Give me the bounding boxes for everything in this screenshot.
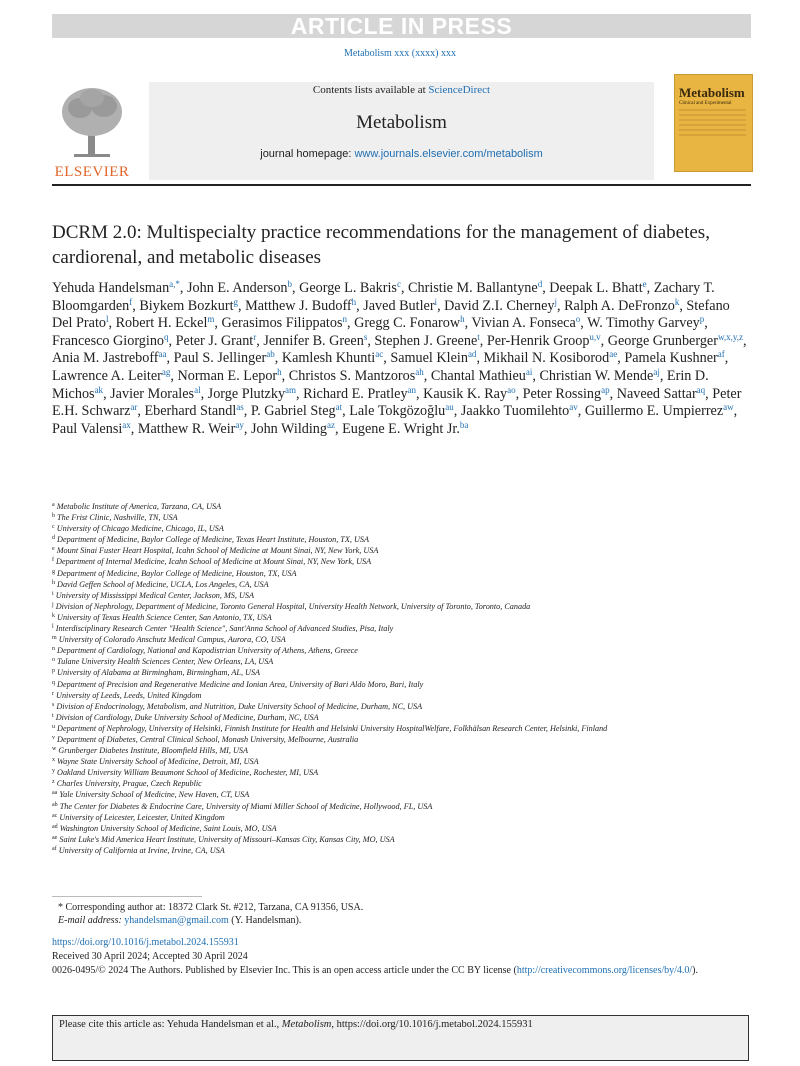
affiliation-item xyxy=(52,823,762,834)
author-entry xyxy=(52,280,180,296)
affiliation-marker: j xyxy=(52,601,54,608)
article-dates: Received 30 April 2024; Accepted 30 April 2024 xyxy=(52,951,248,962)
author-entry xyxy=(487,333,601,349)
affiliation-marker: af xyxy=(52,845,57,852)
affiliation-item xyxy=(52,667,762,678)
author-affiliation-marker[interactable]: ba xyxy=(459,419,469,430)
author-affiliation-marker[interactable]: af xyxy=(717,349,725,360)
affiliation-marker: k xyxy=(52,612,55,619)
affiliation-item xyxy=(52,756,762,767)
affiliation-marker: g xyxy=(52,568,55,575)
affiliation-text: David Geffen School of Medicine, UCLA, Los Angeles, CA, USA xyxy=(57,579,269,589)
affiliation-marker: v xyxy=(52,734,55,741)
affiliation-text: University of Leicester, Leicester, United Kingdom xyxy=(59,812,225,822)
author-name[interactable]: Ralph A. DeFronzo xyxy=(564,297,675,314)
affiliation-text: Department of Precision and Regenerative Medicine and Ionian Area, University of Bari Aldo Moro, Bari, Italy xyxy=(57,679,424,689)
article-title: DCRM 2.0: Multispecialty practice recommendations for the management of diabetes, cardiorenal, and metabolic diseases xyxy=(52,222,710,268)
author-name[interactable]: Stefano Del Prato xyxy=(52,297,730,332)
author-name[interactable]: Samuel Klein xyxy=(390,350,468,367)
author-entry xyxy=(251,403,342,419)
affiliation-marker: n xyxy=(52,646,55,653)
author-entry xyxy=(585,403,734,419)
author-affiliation-marker[interactable]: ar xyxy=(130,402,138,413)
affiliation-item xyxy=(52,812,762,823)
author-affiliation-marker[interactable]: o xyxy=(575,314,581,325)
author-affiliation-marker[interactable]: au xyxy=(445,402,454,413)
affiliation-text: University of California at Irvine, Irvine, CA, USA xyxy=(58,845,225,855)
affiliation-marker: f xyxy=(52,557,54,564)
author-name[interactable]: Ania M. Jastreboff xyxy=(52,350,159,367)
author-affiliation-marker[interactable]: aq xyxy=(696,384,706,395)
affiliation-text: Department of Nephrology, University of Helsinki, Finnish Institute for Health and Helsinki University HospitalWelfare, Folkhälsan Research Center, Helsinki, Finland xyxy=(57,723,608,733)
citation-box xyxy=(52,1015,749,1061)
affiliation-marker: q xyxy=(52,679,55,686)
affiliation-item xyxy=(52,601,762,612)
author-affiliation-marker[interactable]: b xyxy=(287,279,293,289)
author-name[interactable]: Robert H. Eckel xyxy=(115,315,208,332)
author-entry xyxy=(299,280,401,296)
author-entry xyxy=(444,298,557,314)
author-entry xyxy=(263,333,367,349)
author-entry xyxy=(303,386,416,402)
affiliation-text: University of Colorado Anschutz Medical Campus, Aurora, CO, USA xyxy=(58,635,286,645)
email-suffix: (Y. Handelsman). xyxy=(228,915,302,926)
affiliation-item xyxy=(52,612,762,623)
author-entry xyxy=(539,368,659,384)
author-entry xyxy=(431,368,532,384)
author-entry xyxy=(484,350,618,366)
affiliation-text: Department of Cardiology, National and Kapodistrian University of Athens, Athens, Greece xyxy=(57,646,358,656)
affiliation-marker: ac xyxy=(52,812,58,819)
affiliation-item xyxy=(52,656,762,667)
affiliation-item xyxy=(52,712,762,723)
cite-prefix: Please cite this article as: Yehuda Handelsman et al., xyxy=(59,1019,282,1030)
author-affiliation-marker[interactable]: p xyxy=(699,314,705,325)
author-name[interactable]: George L. Bakris xyxy=(299,280,397,296)
author-affiliation-marker[interactable]: k xyxy=(674,296,680,307)
author-entry xyxy=(176,333,257,349)
author-affiliation-marker[interactable]: d xyxy=(537,279,543,289)
author-affiliation-marker[interactable]: ay xyxy=(235,419,244,430)
affiliation-item xyxy=(52,568,762,579)
affiliation-list xyxy=(52,501,762,856)
affiliation-text: University of Alabama at Birmingham, Birmingham, AL, USA xyxy=(57,668,261,678)
author-name[interactable]: P. Gabriel Steg xyxy=(250,403,336,420)
affiliation-marker: o xyxy=(52,657,55,664)
affiliation-marker: p xyxy=(52,668,55,675)
license-link[interactable]: http://creativecommons.org/licenses/by/4.0/ xyxy=(516,965,693,976)
author-affiliation-marker[interactable]: a,* xyxy=(169,279,180,289)
affiliation-item xyxy=(52,545,762,556)
affiliation-text: Charles University, Prague, Czech Republic xyxy=(56,779,202,789)
author-affiliation-marker[interactable]: aj xyxy=(653,366,660,377)
affiliation-item xyxy=(52,590,762,601)
corresponding-author-note xyxy=(58,901,363,927)
affiliation-text: University of Texas Health Science Center, San Antonio, TX, USA xyxy=(57,612,272,622)
corresponding-address: * Corresponding author at: 18372 Clark St. #212, Tarzana, CA 91356, USA. xyxy=(58,902,364,913)
author-entry xyxy=(282,350,383,366)
license-text: 0026-0495/© 2024 The Authors. Published by Elsevier Inc. This is an open access article under the CC BY license ( xyxy=(52,965,517,976)
author-affiliation-marker[interactable]: ad xyxy=(467,349,477,360)
author-name[interactable]: Christie M. Ballantyne xyxy=(408,280,538,296)
author-name[interactable]: Peter Rossing xyxy=(522,385,602,402)
author-entry xyxy=(608,333,743,349)
affiliation-item xyxy=(52,845,762,856)
affiliation-marker: a xyxy=(52,502,55,508)
affiliation-item xyxy=(52,512,762,523)
affiliation-text: University of Chicago Medicine, Chicago, IL, USA xyxy=(56,524,224,534)
author-entry xyxy=(374,333,479,349)
author-name[interactable]: Peter E.H. Schwarz xyxy=(52,385,742,420)
author-entry xyxy=(174,350,275,366)
affiliation-item xyxy=(52,767,762,778)
affiliation-item xyxy=(52,789,762,800)
author-name[interactable]: Christian W. Mende xyxy=(539,367,654,384)
affiliation-text: Wayne State University School of Medicine, Detroit, MI, USA xyxy=(57,757,259,767)
author-entry xyxy=(617,386,705,402)
author-affiliation-marker[interactable]: j xyxy=(554,296,557,307)
author-name[interactable]: Biykem Bozkurt xyxy=(139,297,234,314)
affiliation-text: Department of Medicine, Baylor College of Medicine, Houston, TX, USA xyxy=(57,568,297,578)
affiliation-text: Yale University School of Medicine, New Haven, CT, USA xyxy=(59,790,250,800)
author-name[interactable]: Yehuda Handelsman xyxy=(52,280,170,296)
author-name[interactable]: Eberhard Standl xyxy=(144,403,237,420)
author-affiliation-marker[interactable]: r xyxy=(253,331,257,342)
cite-suffix: , https://doi.org/10.1016/j.metabol.2024.155931 xyxy=(331,1019,533,1030)
author-entry xyxy=(624,350,724,366)
author-name[interactable]: Jennifer B. Green xyxy=(263,332,364,349)
affiliation-item xyxy=(52,801,762,812)
author-affiliation-marker[interactable]: ap xyxy=(601,384,610,395)
author-affiliation-marker[interactable]: aa xyxy=(158,349,167,360)
affiliation-item xyxy=(52,734,762,745)
author-entry xyxy=(145,403,244,419)
affiliation-text: Tulane University Health Sciences Center, New Orleans, LA, USA xyxy=(57,657,274,667)
author-entry xyxy=(52,350,167,366)
affiliation-marker: ab xyxy=(52,801,58,808)
author-affiliation-marker[interactable]: u,v xyxy=(589,331,601,342)
author-name[interactable]: John Wilding xyxy=(250,420,327,437)
author-name[interactable]: Matthew J. Budoff xyxy=(245,297,352,314)
author-name[interactable]: Deepak L. Bhatt xyxy=(549,280,643,296)
author-name[interactable]: Jorge Plutzky xyxy=(207,385,286,402)
author-affiliation-marker[interactable]: g xyxy=(233,296,239,307)
affiliation-item xyxy=(52,745,762,756)
affiliation-item xyxy=(52,690,762,701)
author-entry xyxy=(471,315,580,331)
affiliation-item xyxy=(52,723,762,734)
author-affiliation-marker[interactable]: q xyxy=(164,331,169,342)
author-affiliation-marker[interactable]: aw xyxy=(723,402,734,413)
author-affiliation-marker[interactable]: i xyxy=(434,296,438,307)
author-name[interactable]: Kausik K. Ray xyxy=(423,385,508,402)
affiliation-item xyxy=(52,501,762,512)
affiliation-item xyxy=(52,523,762,534)
author-name[interactable]: Paul Valensi xyxy=(52,420,123,437)
author-name[interactable]: Francesco Giorgino xyxy=(52,332,165,349)
author-affiliation-marker[interactable]: ac xyxy=(375,349,384,360)
author-entry xyxy=(390,350,476,366)
affiliation-marker: y xyxy=(52,768,55,775)
affiliation-text: The Center for Diabetes & Endocrine Care, University of Miami Miller School of Medicine, Hollywood, FL, USA xyxy=(59,801,433,811)
cite-journal: Metabolism xyxy=(281,1019,332,1030)
email-line xyxy=(58,914,363,927)
author-name[interactable]: W. Timothy Garvey xyxy=(587,315,700,332)
affiliation-item xyxy=(52,701,762,712)
cover-subtitle: Clinical and Experimental xyxy=(679,101,732,106)
affiliation-item xyxy=(52,645,762,656)
author-affiliation-marker[interactable]: ah xyxy=(415,366,424,377)
affiliation-marker: r xyxy=(52,690,54,697)
author-name[interactable]: Eugene E. Wright Jr. xyxy=(342,420,460,437)
affiliation-marker: ae xyxy=(52,834,58,841)
affiliation-item xyxy=(52,634,762,645)
affiliation-item xyxy=(52,834,762,845)
journal-info-box xyxy=(149,82,654,180)
affiliation-text: Metabolic Institute of America, Tarzana, CA, USA xyxy=(56,502,222,511)
author-name[interactable]: Lawrence A. Leiter xyxy=(52,367,162,384)
author-name[interactable]: Zachary T. Bloomgarden xyxy=(52,280,715,314)
journal-masthead xyxy=(52,72,751,186)
author-list: Yehuda Handelsman$^{a,*}$, John E. Anderson$^b$, George L. Bakris$^c$, Christie M. Ballantyne$^d$, Deepak L. Bhatt$^e$, Zachary T. Bloomgarden$^f$, Biykem Bozkurt$^g$, Matthew J. Budoff$^h$, Javed Butler$^i$, David Z.I. Cherney$^j$, Ralph A. DeFronzo$^k$, Stefano Del Prato$^l$, Robert H. Eckel$^m$, Gerasimos Filippatos$^n$, Gregg C. Fonarow$^h$, Vivian A. Fonseca$^o$, W. Timothy Garvey$^p$, Francesco Giorgino$^q$, Peter J. Grant$^r$, Jennifer B. Green$^s$, Stephen J. Greene$^t$, Per-Henrik Groop$^{u,v}$, George Grunberger$^{w,x,y,z}$, Ania M. Jastreboff$^{aa}$, Paul S. Jellinger$^{ab}$, Kamlesh Khunti$^{ac}$, Samuel Klein$^{ad}$, Mikhail N. Kosiborod$^{ae}$, Pamela Kushner$^{af}$, Lawrence A. Leiter$^{ag}$, Norman E. Lepor$^h$, Christos S. Mantzoros$^{ah}$, Chantal Mathieu$^{ai}$, Christian W. Mende$^{aj}$, Erin D. Michos$^{ak}$, Javier Morales$^{al}$, Jorge Plutzky$^{am}$, Richard E. Pratley$^{an}$, Kausik K. Ray$^{ao}$, Peter Rossing$^{ap}$, Naveed Sattar$^{aq}$, Peter E.H. Schwarz$^{ar}$, Eberhard Standl$^{as}$, P. Gabriel Steg$^{at}$, Lale Tokgözoğlu$^{au}$, Jaakko Tuomilehto$^{av}$, Guillermo E. Umpierrez$^{aw}$, Paul Valensi$^{ax}$, Matthew R. Weir$^{ay}$, John Wilding$^{az}$, Eugene E. Wright Jr.$^{ba}$ xyxy=(52,279,747,437)
author-affiliation-marker[interactable]: w,x,y,z xyxy=(717,331,744,342)
author-name[interactable]: Norman E. Lepor xyxy=(177,367,278,384)
homepage-prefix: journal homepage: xyxy=(260,148,355,160)
author-affiliation-marker[interactable]: l xyxy=(105,314,109,325)
author-name[interactable]: Erin D. Michos xyxy=(52,367,709,402)
journal-cover-image xyxy=(674,74,753,172)
affiliation-text: Washington University School of Medicine, Saint Louis, MO, USA xyxy=(59,823,277,833)
author-affiliation-marker[interactable]: am xyxy=(285,384,297,395)
author-entry xyxy=(461,403,578,419)
author-affiliation-marker[interactable]: ax xyxy=(122,419,131,430)
author-entry xyxy=(354,315,465,331)
affiliation-marker: d xyxy=(52,535,55,542)
author-entry xyxy=(289,368,424,384)
author-name[interactable]: Chantal Mathieu xyxy=(430,367,526,384)
author-affiliation-marker[interactable]: ae xyxy=(609,349,618,360)
author-affiliation-marker[interactable]: t xyxy=(477,331,480,342)
author-name[interactable]: Javed Butler xyxy=(363,297,435,314)
author-entry xyxy=(423,386,515,402)
author-name[interactable]: Javier Morales xyxy=(110,385,195,402)
author-affiliation-marker[interactable]: ab xyxy=(266,349,275,360)
email-link[interactable]: yhandelsman@gmail.com xyxy=(124,915,229,926)
doi-link[interactable]: https://doi.org/10.1016/j.metabol.2024.155931 xyxy=(52,937,239,948)
author-name[interactable]: Vivian A. Fonseca xyxy=(471,315,576,332)
author-name[interactable]: Matthew R. Weir xyxy=(137,420,236,437)
affiliation-marker: h xyxy=(52,579,55,586)
elsevier-logo[interactable] xyxy=(52,82,132,180)
email-label: E-mail address: xyxy=(58,915,125,926)
affiliation-item xyxy=(52,534,762,545)
author-name[interactable]: Paul S. Jellinger xyxy=(173,350,267,367)
author-name[interactable]: George Grunberger xyxy=(607,332,718,349)
affiliation-marker: b xyxy=(52,513,55,520)
affiliation-item xyxy=(52,623,762,634)
author-name[interactable]: John E. Anderson xyxy=(187,280,288,296)
author-entry xyxy=(208,386,296,402)
footnote-divider xyxy=(52,896,202,897)
author-entry xyxy=(363,298,437,314)
affiliation-marker: s xyxy=(52,701,55,708)
author-affiliation-marker[interactable]: ak xyxy=(94,384,104,395)
author-affiliation-marker[interactable]: at xyxy=(335,402,343,413)
author-name[interactable]: Richard E. Pratley xyxy=(303,385,408,402)
elsevier-wordmark: ELSEVIER xyxy=(54,164,130,180)
affiliation-text: Interdisciplinary Research Center "Health Science", Sant'Anna School of Advanced Studies, Pisa, Italy xyxy=(55,624,394,634)
author-name[interactable]: Pamela Kushner xyxy=(624,350,718,367)
author-name[interactable]: Gerasimos Filippatos xyxy=(221,315,343,332)
affiliation-text: Grunberger Diabetes Institute, Bloomfield Hills, MI, USA xyxy=(58,746,248,756)
affiliation-marker: m xyxy=(52,635,57,642)
author-entry xyxy=(177,368,281,384)
author-affiliation-marker[interactable]: ao xyxy=(507,384,516,395)
affiliation-text: Division of Nephrology, Department of Medicine, Toronto General Hospital, University Health Network, University of Toronto, Toronto, Canada xyxy=(55,601,531,611)
affiliation-marker: c xyxy=(52,524,55,531)
affiliation-item xyxy=(52,778,762,789)
author-entry xyxy=(222,315,347,331)
author-entry xyxy=(110,386,200,402)
author-entry xyxy=(523,386,610,402)
author-name[interactable]: Peter J. Grant xyxy=(175,332,254,349)
author-affiliation-marker[interactable]: n xyxy=(342,314,347,325)
author-affiliation-marker[interactable]: as xyxy=(236,402,244,413)
journal-homepage-link[interactable]: www.journals.elsevier.com/metabolism xyxy=(354,148,543,160)
affiliation-item xyxy=(52,579,762,590)
author-affiliation-marker[interactable]: m xyxy=(207,314,215,325)
license-suffix: ). xyxy=(692,965,699,976)
affiliation-marker: l xyxy=(52,624,54,631)
affiliation-text: Saint Luke's Mid America Heart Institute, University of Missouri–Kansas City, Kansas City, MO, USA xyxy=(59,834,395,844)
author-entry xyxy=(564,298,679,314)
contents-prefix: Contents lists available at xyxy=(312,84,429,96)
affiliation-marker: i xyxy=(52,590,54,597)
sciencedirect-link[interactable]: ScienceDirect xyxy=(428,84,491,96)
license-statement xyxy=(52,964,762,978)
author-entry xyxy=(138,421,244,437)
affiliation-text: University of Mississippi Medical Center, Jackson, MS, USA xyxy=(55,590,255,600)
cover-title: Metabolism xyxy=(679,85,745,100)
affiliation-marker: z xyxy=(52,779,55,786)
author-entry xyxy=(245,298,356,314)
author-affiliation-marker[interactable]: ag xyxy=(161,366,171,377)
author-name[interactable]: Mikhail N. Kosiborod xyxy=(483,350,610,367)
author-name[interactable]: Naveed Sattar xyxy=(616,385,697,402)
affiliation-marker: u xyxy=(52,723,55,730)
affiliation-text: The Frist Clinic, Nashville, TN, USA xyxy=(57,513,178,523)
author-affiliation-marker[interactable]: c xyxy=(396,279,401,289)
author-name[interactable]: Lale Tokgözoğlu xyxy=(349,403,446,420)
contents-line xyxy=(149,84,654,96)
author-name[interactable]: Gregg C. Fonarow xyxy=(354,315,461,332)
affiliation-text: Division of Cardiology, Duke University School of Medicine, Durham, NC, USA xyxy=(55,712,319,722)
author-affiliation-marker[interactable]: az xyxy=(327,419,335,430)
author-name[interactable]: Guillermo E. Umpierrez xyxy=(584,403,724,420)
affiliation-item xyxy=(52,679,762,690)
author-affiliation-marker[interactable]: h xyxy=(277,366,282,377)
author-name[interactable]: David Z.I. Cherney xyxy=(444,297,555,314)
article-in-press-banner: ARTICLE IN PRESS xyxy=(52,14,751,38)
affiliation-marker: t xyxy=(52,712,54,719)
author-entry xyxy=(52,333,169,349)
affiliation-marker: aa xyxy=(52,790,58,797)
affiliation-marker: e xyxy=(52,546,55,553)
author-affiliation-marker[interactable]: h xyxy=(460,314,465,325)
author-entry xyxy=(251,421,335,437)
author-entry xyxy=(349,403,454,419)
affiliation-marker: x xyxy=(52,757,55,764)
author-affiliation-marker[interactable]: f xyxy=(129,296,133,307)
author-name[interactable]: Christos S. Mantzoros xyxy=(288,367,416,384)
author-affiliation-marker[interactable]: s xyxy=(363,331,368,342)
journal-homepage-line xyxy=(149,148,654,160)
author-name[interactable]: Kamlesh Khunti xyxy=(281,350,376,367)
affiliation-text: Division of Endocrinology, Metabolism, and Nutrition, Duke University School of Medicine, Durham, NC, USA xyxy=(56,701,423,711)
author-entry xyxy=(52,368,170,384)
author-affiliation-marker[interactable]: an xyxy=(407,384,417,395)
author-name[interactable]: Per-Henrik Groop xyxy=(486,332,590,349)
author-affiliation-marker[interactable]: e xyxy=(642,279,647,289)
affiliation-marker: w xyxy=(52,746,57,753)
affiliation-item xyxy=(52,556,762,567)
author-affiliation-marker[interactable]: ai xyxy=(525,366,533,377)
affiliation-text: Oakland University William Beaumont School of Medicine, Rochester, MI, USA xyxy=(57,768,319,778)
affiliation-text: Department of Medicine, Baylor College of Medicine, Texas Heart Institute, Houston, TX, USA xyxy=(57,535,369,545)
author-entry xyxy=(116,315,215,331)
author-entry xyxy=(549,280,646,296)
author-entry xyxy=(408,280,542,296)
author-entry xyxy=(52,421,131,437)
affiliation-text: Department of Diabetes, Central Clinical School, Monash University, Melbourne, Australia xyxy=(57,734,359,744)
journal-title: Metabolism xyxy=(356,112,447,133)
author-affiliation-marker[interactable]: al xyxy=(194,384,201,395)
author-entry xyxy=(342,421,468,437)
author-name[interactable]: Stephen J. Greene xyxy=(374,332,478,349)
author-entry xyxy=(139,298,238,314)
author-entry xyxy=(587,315,704,331)
affiliation-text: Department of Internal Medicine, Icahn School of Medicine at Mount Sinai, NY, New York, USA xyxy=(56,557,372,567)
journal-reference-link[interactable]: Metabolism xxx (xxxx) xxx xyxy=(344,48,456,59)
affiliation-text: University of Leeds, Leeds, United Kingdom xyxy=(56,690,202,700)
author-entry xyxy=(187,280,292,296)
author-affiliation-marker[interactable]: av xyxy=(569,402,578,413)
author-name[interactable]: Jaakko Tuomilehto xyxy=(460,403,570,420)
affiliation-text: Mount Sinai Fuster Heart Hospital, Icahn School of Medicine at Mount Sinai, NY, New York, USA xyxy=(56,546,379,556)
affiliation-marker: ad xyxy=(52,823,58,830)
author-affiliation-marker[interactable]: h xyxy=(351,296,357,307)
